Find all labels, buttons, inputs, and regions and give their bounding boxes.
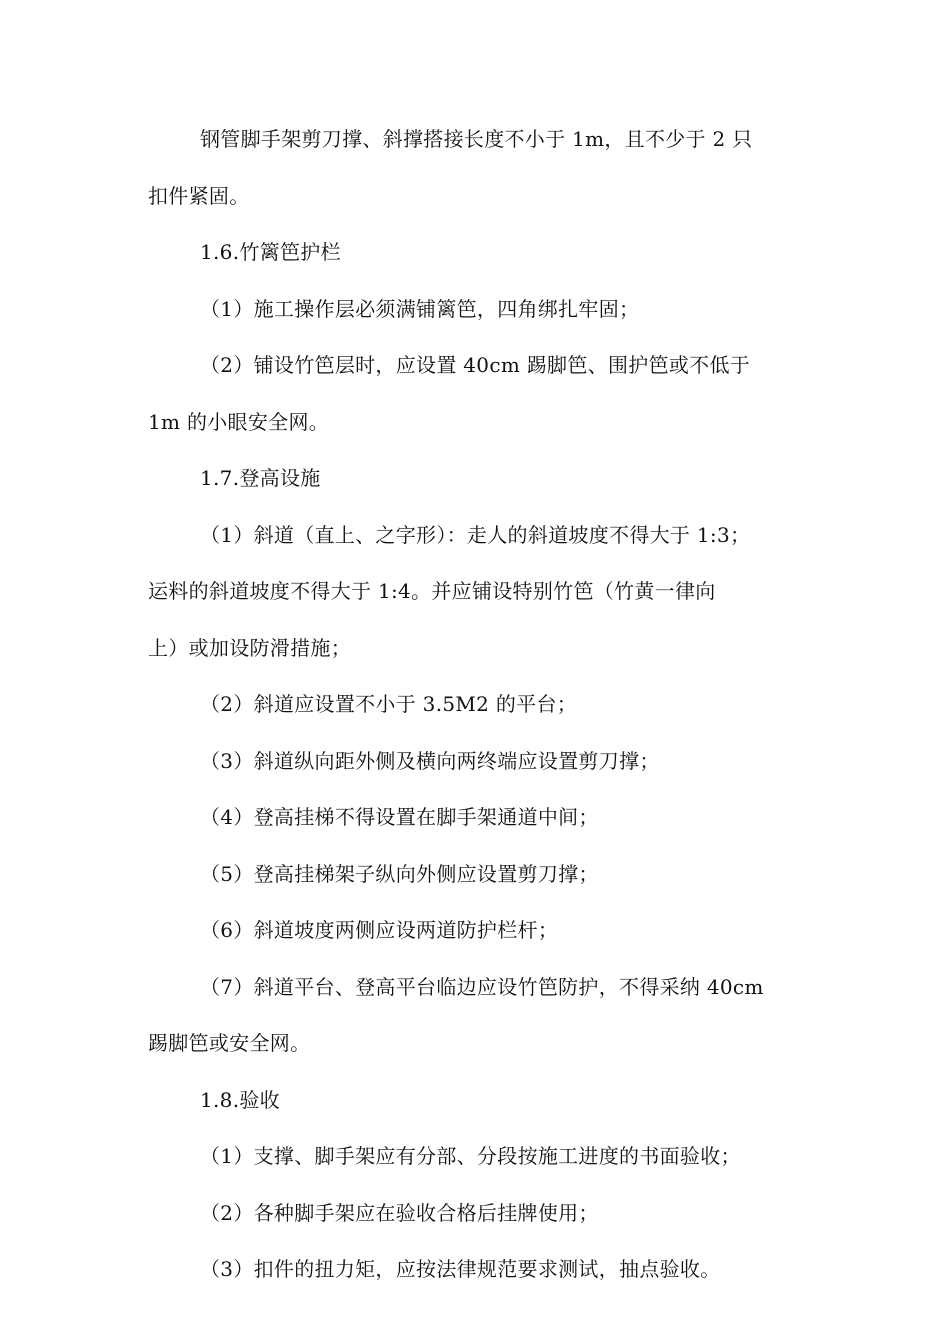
list-item-continuation: 踢脚笆或安全网。 xyxy=(148,1031,311,1055)
list-item: （1）斜道（直上、之字形）：走人的斜道坡度不得大于 1:3； xyxy=(200,522,751,547)
list-item: （2）铺设竹笆层时，应设置 40cm 踢脚笆、围护笆或不低于 xyxy=(200,353,751,377)
section-heading: 1.8.验收 xyxy=(200,1087,280,1112)
section-heading: 1.7.登高设施 xyxy=(200,466,321,490)
section-heading: 1.6.竹篱笆护栏 xyxy=(200,240,341,264)
document-body xyxy=(148,111,808,1298)
paragraph-line: 钢管脚手架剪刀撑、斜撑搭接长度不小于 1m，且不少于 2 只 xyxy=(200,127,753,151)
list-item: （7）斜道平台、登高平台临边应设竹笆防护，不得采纳 40cm xyxy=(200,974,764,999)
list-item-continuation: 运料的斜道坡度不得大于 1:4。并应铺设特别竹笆（竹黄一律向 xyxy=(148,579,716,603)
list-item: （1）施工操作层必须满铺篱笆，四角绑扎牢固； xyxy=(200,296,640,321)
list-item-continuation: 1m 的小眼安全网。 xyxy=(148,409,330,434)
list-item: （2）各种脚手架应在验收合格后挂牌使用； xyxy=(200,1200,599,1225)
paragraph-line: 扣件紧固。 xyxy=(148,183,250,208)
list-item: （3）斜道纵向距外侧及横向两终端应设置剪刀撑； xyxy=(200,748,660,773)
list-item: （2）斜道应设置不小于 3.5M2 的平台； xyxy=(200,692,578,716)
list-item-continuation: 上）或加设防滑措施； xyxy=(148,635,351,660)
list-item: （1）支撑、脚手架应有分部、分段按施工进度的书面验收； xyxy=(200,1144,741,1168)
list-item: （5）登高挂梯架子纵向外侧应设置剪刀撑； xyxy=(200,861,599,886)
list-item: （6）斜道坡度两侧应设两道防护栏杆； xyxy=(200,918,559,942)
list-item: （3）扣件的扭力矩，应按法律规范要求测试，抽点验收。 xyxy=(200,1257,721,1281)
list-item: （4）登高挂梯不得设置在脚手架通道中间； xyxy=(200,805,599,829)
